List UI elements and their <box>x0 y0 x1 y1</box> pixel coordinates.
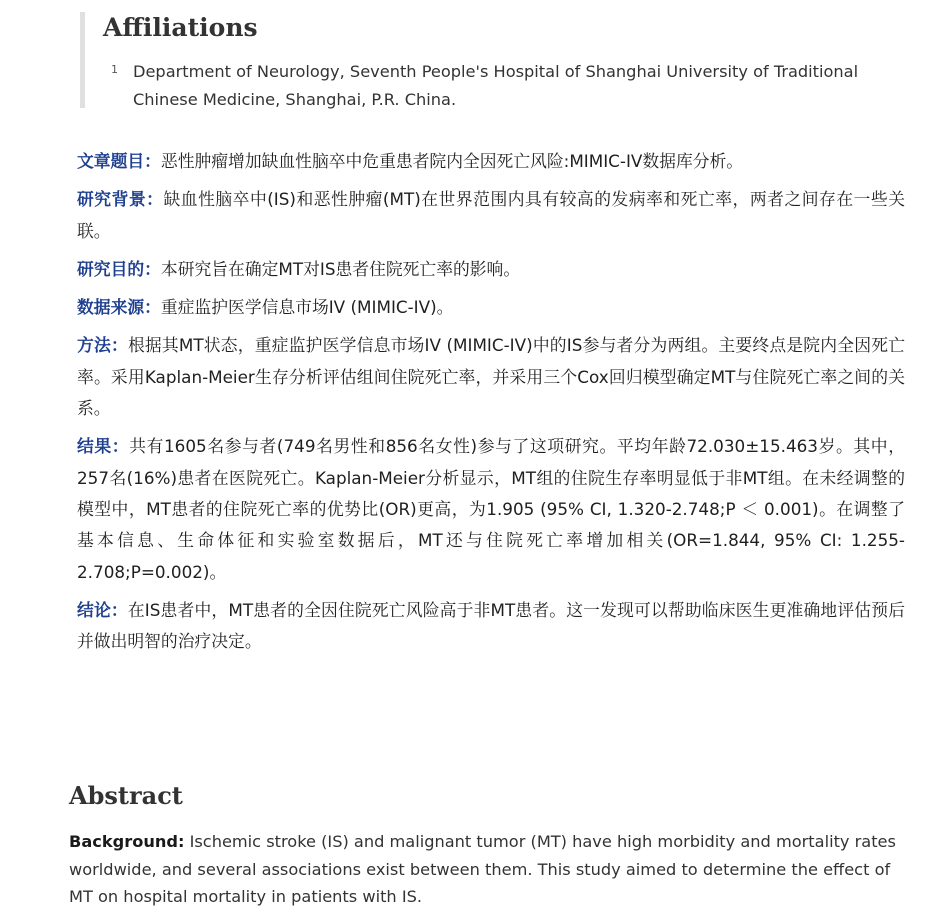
cn-section-methods <box>77 330 905 424</box>
cn-label-results: 结果： <box>77 436 130 457</box>
cn-label-objective: 研究目的： <box>77 258 161 279</box>
cn-section-title <box>77 146 905 177</box>
cn-text-data-source: 重症监护医学信息市场IV (MIMIC-IV)。 <box>160 297 454 318</box>
cn-section-conclusion <box>77 595 905 658</box>
cn-text-results: 共有1605名参与者(749名男性和856名女性)参与了这项研究。平均年龄72.030±15.463岁。其中，257名(16%)患者在医院死亡。Kaplan-Meier分析显示，MT组的住院生存率明显低于非MT组。在未经调整的模型中，MT患者的住院死亡率的优势比(OR)更高，为1.905 (95% CI, 1.320-2.748;P ＜ 0.001)。在调整了基本信息、生命体征和实验室数据后，MT还与住院死亡率增加相关(OR=1.844, 95% CI: 1.255-2.708;P=0.002)。 <box>77 436 905 582</box>
cn-label-background: 研究背景： <box>77 189 164 210</box>
cn-label-data-source: 数据来源： <box>77 297 161 318</box>
affiliation-text: Department of Neurology, Seventh People's Hospital of Shanghai University of Traditional Chinese Medicine, Shanghai, P.R. China. <box>133 62 859 109</box>
cn-section-data-source <box>77 292 905 323</box>
cn-section-results <box>77 431 905 587</box>
abstract-background <box>69 828 905 911</box>
cn-text-title: 恶性肿瘤增加缺血性脑卒中危重患者院内全因死亡风险:MIMIC-IV数据库分析。 <box>160 151 744 171</box>
abstract-background-label: Background: <box>69 832 185 851</box>
cn-text-objective: 本研究旨在确定MT对IS患者住院死亡率的影响。 <box>160 258 521 279</box>
affiliation-number: 1 <box>111 63 118 76</box>
cn-section-background <box>77 184 905 247</box>
cn-label-methods: 方法： <box>77 335 128 356</box>
affiliation-item <box>103 58 900 114</box>
affiliations-block <box>80 12 900 108</box>
cn-text-background: 缺血性脑卒中(IS)和恶性肿瘤(MT)在世界范围内具有较高的发病率和死亡率，两者之间存在一些关联。 <box>77 189 905 241</box>
affiliations-title: Affiliations <box>103 13 258 42</box>
abstract-title: Abstract <box>69 781 183 810</box>
cn-text-methods: 根据其MT状态，重症监护医学信息市场IV (MIMIC-IV)中的IS参与者分为两组。主要终点是院内全因死亡率。采用Kaplan-Meier生存分析评估组间住院死亡率，并采用三个Cox回归模型确定MT与住院死亡率之间的关系。 <box>77 335 905 419</box>
cn-label-title: 文章题目： <box>77 151 161 171</box>
cn-text-conclusion: 在IS患者中，MT患者的全因住院死亡风险高于非MT患者。这一发现可以帮助临床医生更准确地评估预后并做出明智的治疗决定。 <box>77 599 905 652</box>
cn-label-conclusion: 结论： <box>77 599 128 620</box>
cn-section-objective <box>77 254 905 285</box>
abstract-background-text: Ischemic stroke (IS) and malignant tumor (MT) have high morbidity and mortality rates worldwide, and several associations exist between them. This study aimed to determine the effect of MT on hospital mortality in patients with IS. <box>69 832 896 906</box>
chinese-abstract <box>77 146 905 664</box>
